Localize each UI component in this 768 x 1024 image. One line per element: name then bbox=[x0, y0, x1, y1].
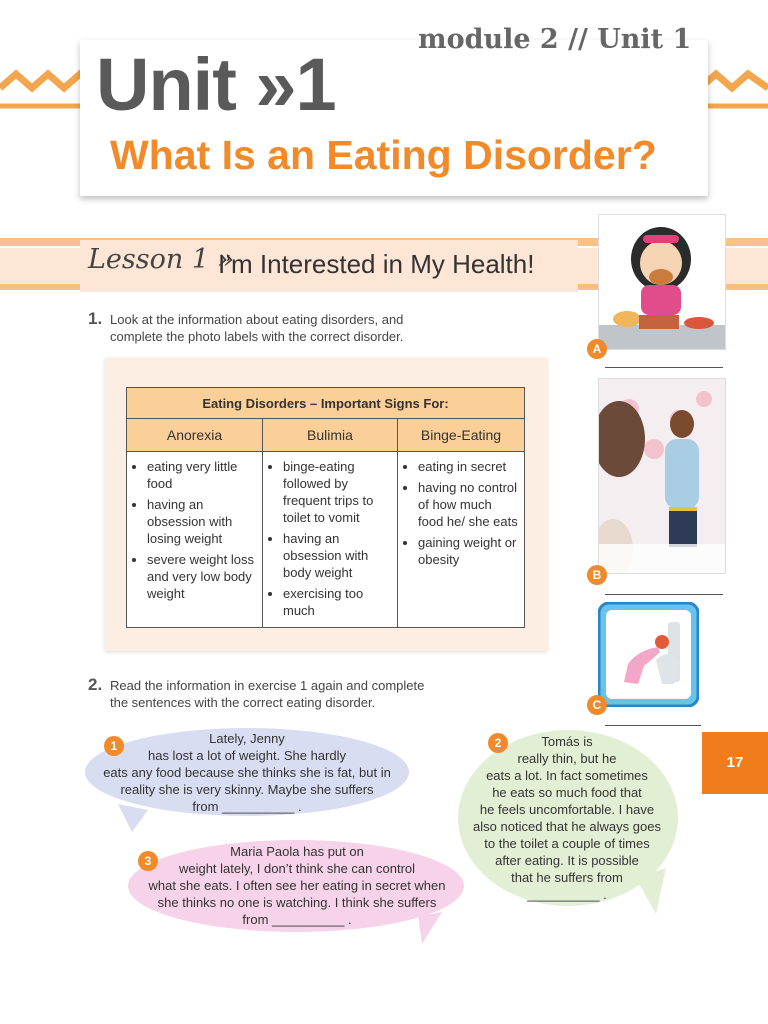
bubble-3-line: weight lately, I don’t think she can control bbox=[178, 861, 416, 876]
unit-subtitle: What Is an Eating Disorder? bbox=[110, 132, 657, 178]
bubble-1-line: eats any food because she thinks she is fat, but in bbox=[103, 765, 391, 780]
exercise-1-number: 1. bbox=[88, 309, 103, 328]
anorexia-signs bbox=[127, 452, 263, 628]
bubble-2-line: really thin, but he bbox=[517, 751, 617, 766]
bubble-2-line: that he suffers from bbox=[511, 870, 623, 885]
lesson-title: I’m Interested in My Health! bbox=[218, 249, 535, 279]
column-header-binge-eating: Binge-Eating bbox=[398, 419, 525, 452]
bubble-2-line: __________ . bbox=[527, 887, 607, 902]
photo-c-vomiting-illustration bbox=[598, 602, 699, 707]
bubble-2-line: eats a lot. In fact sometimes bbox=[486, 768, 648, 783]
bubble-2-line: after eating. It is possible bbox=[495, 853, 639, 868]
bubble-3-line: from __________ . bbox=[242, 912, 352, 927]
exercise-2-number: 2. bbox=[88, 675, 103, 694]
photo-b-woman-measuring bbox=[598, 378, 726, 574]
bubble-3-line: Maria Paola has put on bbox=[230, 844, 364, 859]
exercise-1-line-2: complete the photo labels with the correct disorder. bbox=[110, 329, 404, 344]
sign-item: • having an obsession with losing weight bbox=[147, 496, 258, 547]
bubble-1-text bbox=[90, 730, 404, 815]
exercise-2-line-1: Read the information in exercise 1 again and complete bbox=[110, 678, 425, 693]
photo-a-answer-line bbox=[605, 367, 723, 368]
bubble-2-line: he feels uncomfortable. I have bbox=[479, 802, 655, 817]
bubble-1-line: Lately, Jenny bbox=[209, 731, 285, 746]
bubble-2-line: also noticed that he always goes bbox=[473, 819, 661, 834]
bubble-1-number: 1 bbox=[104, 736, 124, 756]
binge-eating-signs bbox=[398, 452, 525, 628]
bubble-2-line: to the toilet a couple of times bbox=[484, 836, 650, 851]
sign-item: • having an obsession with body weight bbox=[283, 530, 393, 581]
bubble-1-line: has lost a lot of weight. She hardly bbox=[147, 748, 346, 763]
lesson-word: Lesson 1 » bbox=[88, 244, 235, 275]
photo-b-answer-line bbox=[605, 594, 723, 595]
photo-c-answer-line bbox=[605, 725, 701, 726]
bubble-2-line: he eats so much food that bbox=[492, 785, 642, 800]
exercise-2-line-2: the sentences with the correct eating disorder. bbox=[110, 695, 376, 710]
bubble-3-line: she thinks no one is watching. I think she suffers bbox=[157, 895, 437, 910]
column-header-anorexia: Anorexia bbox=[127, 419, 263, 452]
bubble-3-number: 3 bbox=[138, 851, 158, 871]
bubble-2-line: Tomás is bbox=[541, 734, 593, 749]
eating-disorders-table bbox=[126, 387, 525, 628]
column-header-bulimia: Bulimia bbox=[263, 419, 398, 452]
table-caption: Eating Disorders – Important Signs For: bbox=[127, 388, 525, 419]
module-label: module 2 // Unit 1 bbox=[418, 24, 692, 55]
sign-item: • exercising too much bbox=[283, 585, 393, 619]
sign-item: • having no control of how much food he/ she eats bbox=[418, 479, 520, 530]
bubble-3-line: what she eats. I often see her eating in secret when bbox=[148, 878, 446, 893]
bubble-1-line: reality she is very skinny. Maybe she suffers bbox=[120, 782, 374, 797]
unit-title: Unit »1 bbox=[96, 43, 336, 126]
bubble-2-number: 2 bbox=[488, 733, 508, 753]
sign-item: • binge-eating followed by frequent trips to toilet to vomit bbox=[283, 458, 393, 526]
sign-item: • gaining weight or obesity bbox=[418, 534, 520, 568]
photo-a-label: A bbox=[587, 339, 607, 359]
bubble-1-line: from __________ . bbox=[192, 799, 302, 814]
bulimia-signs bbox=[263, 452, 398, 628]
sign-item: • severe weight loss and very low body weight bbox=[147, 551, 258, 602]
photo-a-girl-eating bbox=[598, 214, 726, 350]
bubble-3-text bbox=[132, 843, 462, 928]
bubble-2-text bbox=[462, 733, 672, 903]
sign-item: • eating in secret bbox=[418, 458, 520, 475]
page-number: 17 bbox=[702, 732, 768, 794]
photo-b-label: B bbox=[587, 565, 607, 585]
sign-item: • eating very little food bbox=[147, 458, 258, 492]
exercise-1-line-1: Look at the information about eating disorders, and bbox=[110, 312, 404, 327]
photo-c-label: C bbox=[587, 695, 607, 715]
